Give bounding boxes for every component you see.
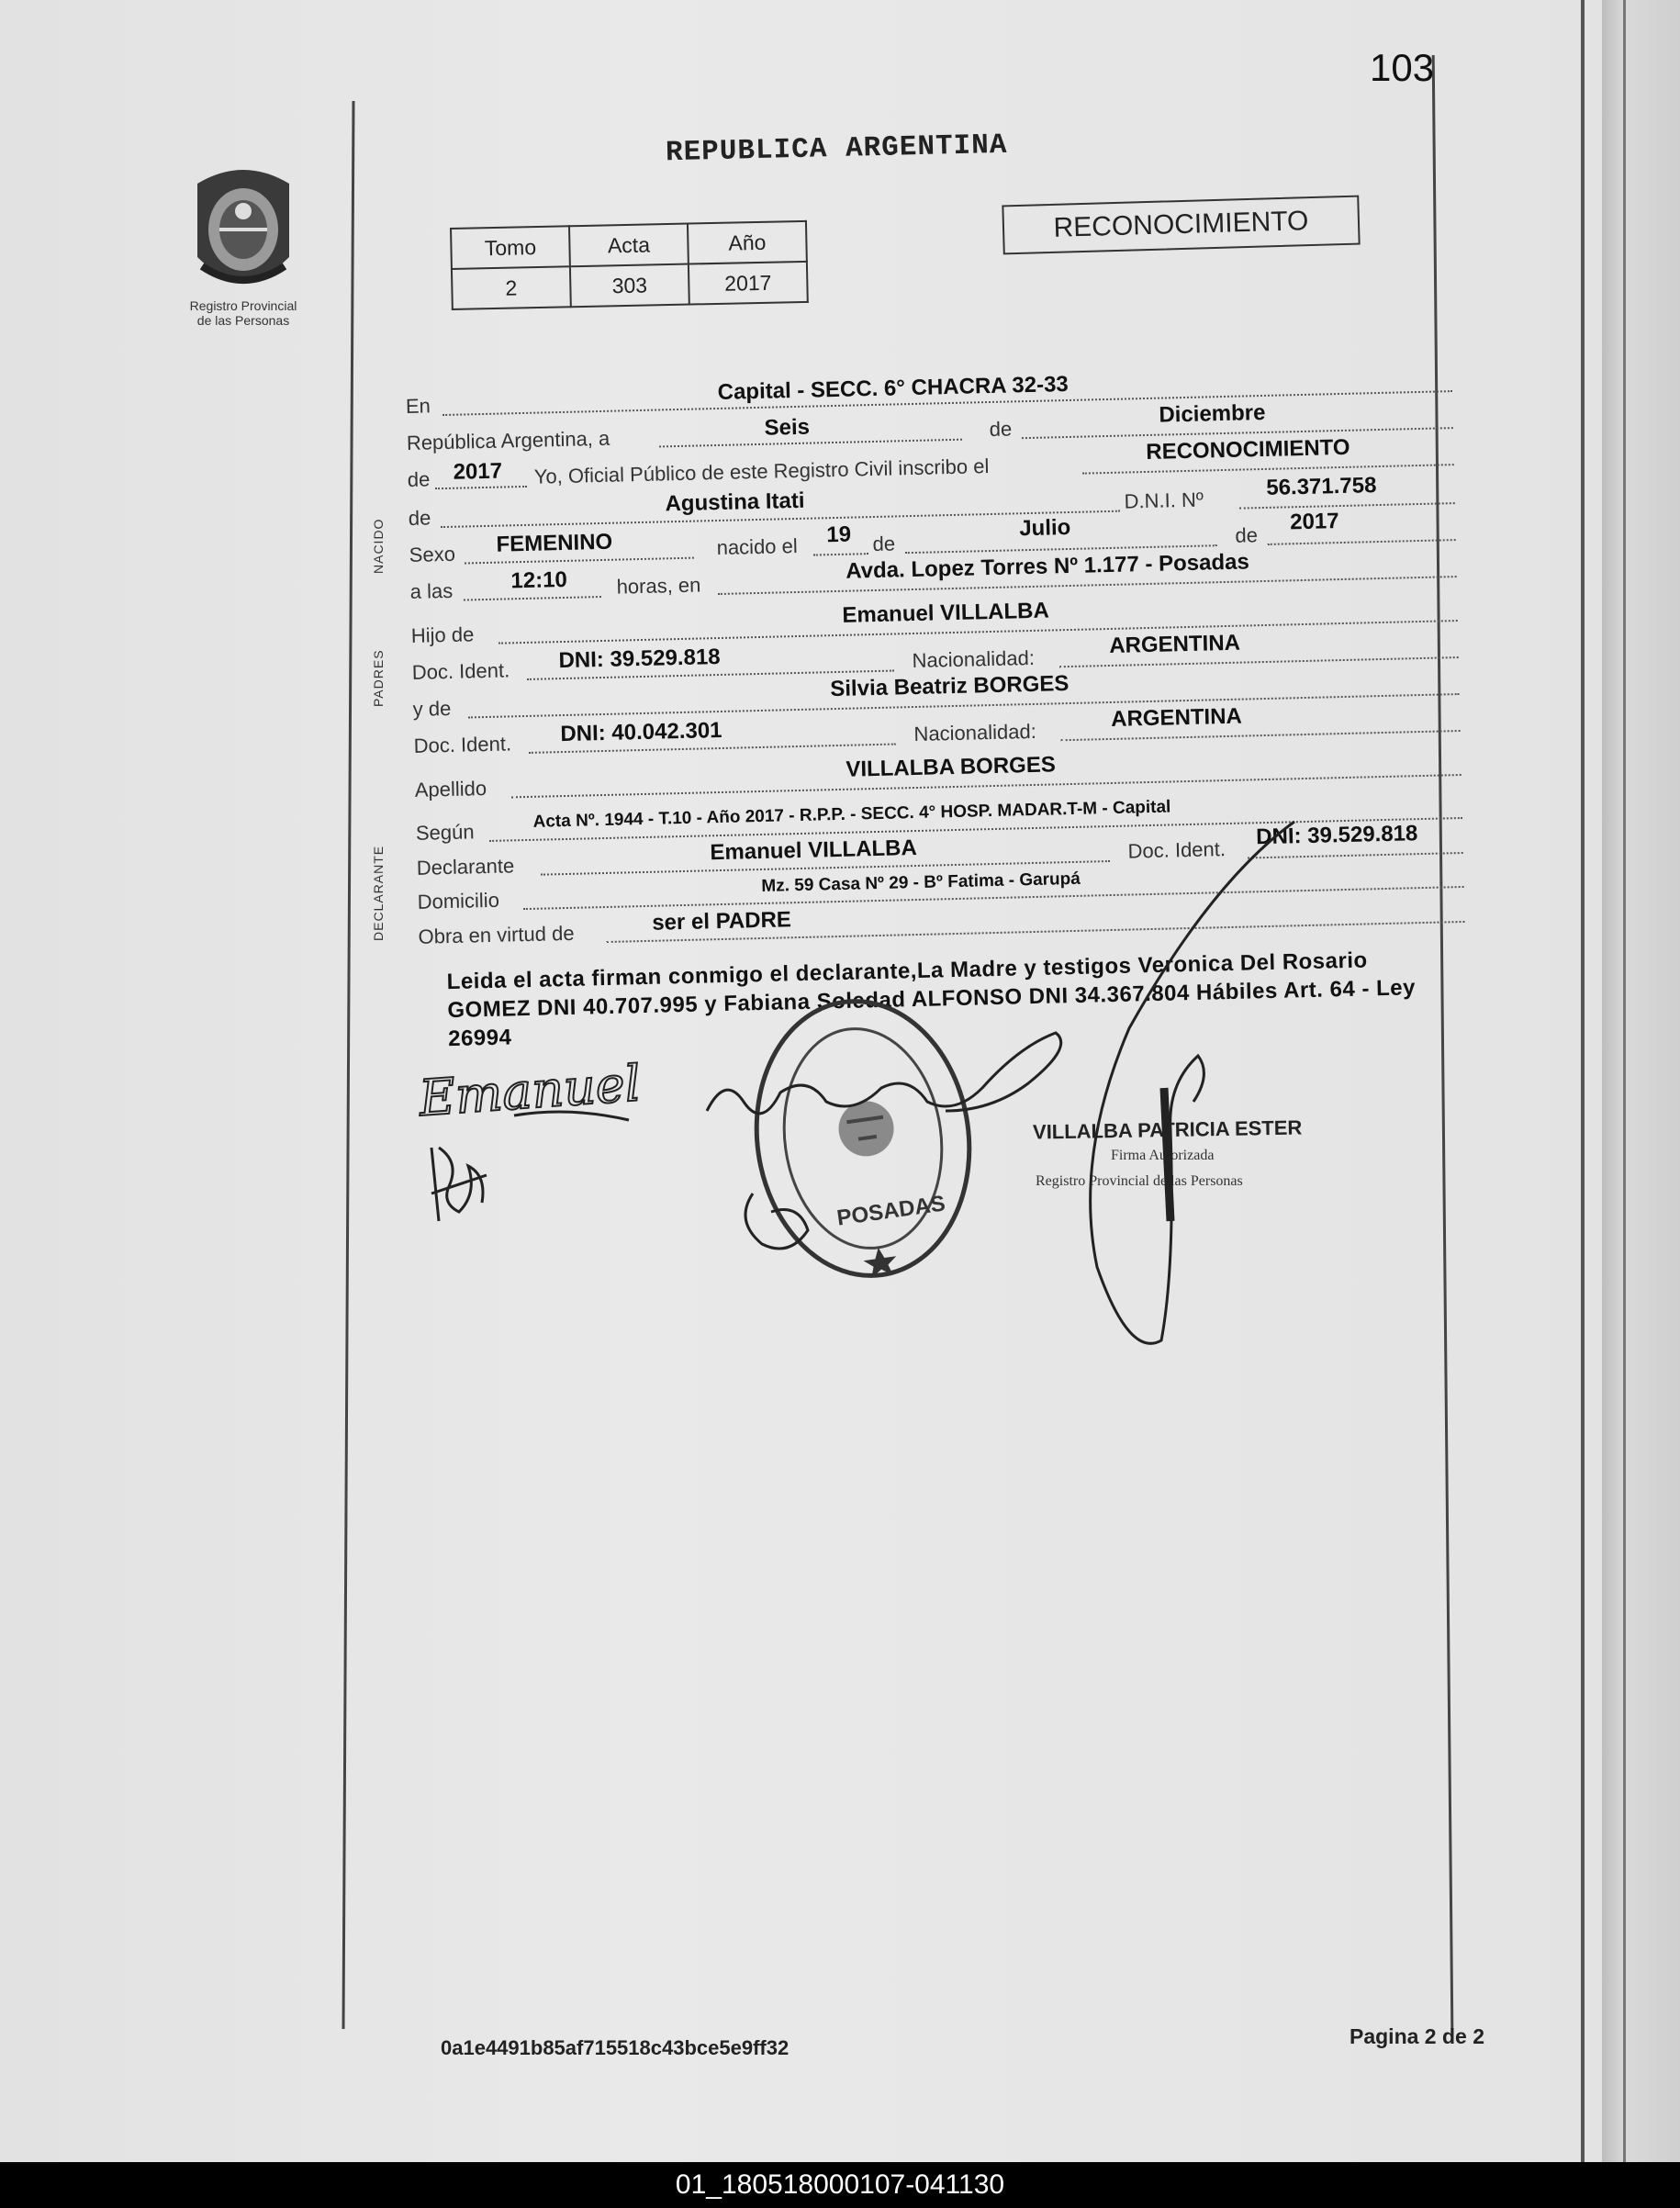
label-segun: Según — [415, 820, 475, 845]
value-nac-dia: 19 — [826, 521, 852, 548]
book-value-acta: 303 — [570, 264, 689, 308]
book-value-tomo: 2 — [452, 266, 571, 309]
value-padre-nac: ARGENTINA — [1108, 630, 1241, 658]
label-a-las: a las — [409, 578, 454, 603]
label-dni: D.N.I. Nº — [1124, 488, 1204, 513]
page-indicator: Pagina 2 de 2 — [1350, 2024, 1485, 2048]
label-doc-ident-padre: Doc. Ident. — [411, 658, 510, 684]
value-dni: 56.371.758 — [1265, 473, 1377, 500]
page-number: 103 — [1370, 46, 1435, 89]
file-id-bar: 01_180518000107-041130 — [0, 2162, 1680, 2208]
registry-caption-line1: Registro Provincial — [189, 298, 297, 313]
label-obra: Obra en virtud de — [418, 921, 575, 948]
side-label-declarante: DECLARANTE — [371, 845, 386, 941]
closing-paragraph: Leida el acta firman conmigo el declarante,La Madre y testigos Veronica Del Rosario GOMEZ DNI 40.707.995 y Fabiana Soledad ALFONSO DNI 34.367.804 Hábiles Art. 64 - Ley 26994 — [446, 947, 1417, 1052]
value-domicilio: Mz. 59 Casa Nº 29 - Bº Fatima - Garupá — [761, 869, 1081, 896]
value-declarante-doc: DNI: 39.529.818 — [1255, 821, 1418, 850]
label-nacionalidad-madre: Nacionalidad: — [913, 719, 1037, 746]
label-nacionalidad-padre: Nacionalidad: — [912, 645, 1036, 673]
value-hora: 12:10 — [510, 566, 568, 594]
official-stamp — [739, 987, 987, 1291]
value-padre-doc: DNI: 39.529.818 — [558, 644, 721, 674]
officer-name: VILLALBA PATRICIA ESTER — [1032, 1115, 1303, 1144]
officer-line2: Firma Autorizada — [1111, 1148, 1215, 1163]
value-padre: Emanuel VILLALBA — [842, 598, 1050, 628]
value-madre-doc: DNI: 40.042.301 — [560, 717, 722, 747]
label-de-mes: de — [872, 532, 896, 556]
value-nac-anio: 2017 — [1289, 509, 1339, 535]
label-domicilio: Domicilio — [417, 888, 500, 913]
signature-officer — [1091, 822, 1294, 1343]
value-madre-nac: ARGENTINA — [1110, 703, 1243, 732]
value-madre: Silvia Beatriz BORGES — [830, 671, 1070, 702]
label-horas-en: horas, en — [616, 573, 701, 599]
label-de-year: de — [407, 467, 431, 491]
label-en: En — [405, 394, 431, 418]
value-dia: Seis — [764, 414, 811, 441]
record-type-box: RECONOCIMIENTO — [1002, 196, 1360, 255]
value-segun: Acta Nº. 1944 - T.10 - Año 2017 - R.P.P. - SECC. 4° HOSP. MADAR.T-M - Capital — [532, 797, 1171, 832]
stamp-text: POSADAS — [834, 1191, 947, 1231]
book-value-anio: 2017 — [689, 262, 808, 305]
label-de: de — [989, 417, 1013, 442]
book-header-acta: Acta — [569, 224, 689, 267]
book-header-tomo: Tomo — [451, 226, 570, 269]
label-de-anio: de — [1235, 523, 1259, 547]
signature-scribble — [431, 1148, 487, 1221]
value-apellido: VILLALBA BORGES — [846, 752, 1057, 782]
value-lugar-nac: Avda. Lopez Torres Nº 1.177 - Posadas — [845, 549, 1250, 584]
document-title: REPUBLICA ARGENTINA — [665, 129, 1008, 170]
value-obra: ser el PADRE — [651, 907, 792, 936]
label-sexo: Sexo — [409, 542, 456, 566]
registry-caption-line2: de las Personas — [196, 313, 290, 328]
signature-emanuel: Emanuel — [417, 1054, 643, 1127]
value-declarante: Emanuel VILLALBA — [710, 835, 918, 866]
label-doc-ident-declarante: Doc. Ident. — [1127, 837, 1226, 863]
label-de-nombre: de — [408, 506, 431, 530]
value-nac-mes: Julio — [1018, 514, 1071, 542]
side-label-padres: PADRES — [371, 649, 386, 707]
label-apellido: Apellido — [414, 777, 487, 801]
label-declarante: Declarante — [416, 854, 515, 880]
label-yo-oficial: Yo, Oficial Público de este Registro Civil inscribo el — [533, 454, 990, 488]
label-republica: República Argentina, a — [406, 426, 610, 454]
value-sexo: FEMENINO — [496, 529, 613, 557]
label-nacido-el: nacido el — [716, 533, 799, 560]
value-mes: Diciembre — [1159, 399, 1266, 428]
document-hash: 0a1e4491b85af715518c43bce5e9ff32 — [441, 2036, 790, 2059]
label-hijo-de: Hijo de — [410, 622, 475, 647]
value-nombre: Agustina Itati — [665, 488, 805, 517]
label-y-de: y de — [412, 696, 452, 721]
value-lugar: Capital - SECC. 6° CHACRA 32-33 — [717, 371, 1070, 405]
value-anio: 2017 — [453, 458, 503, 485]
book-header-anio: Año — [688, 221, 807, 264]
label-doc-ident-madre: Doc. Ident. — [413, 732, 512, 757]
side-label-nacido: NACIDO — [371, 518, 386, 574]
officer-line3: Registro Provincial de las Personas — [1036, 1173, 1243, 1189]
value-acto: RECONOCIMIENTO — [1146, 434, 1350, 465]
